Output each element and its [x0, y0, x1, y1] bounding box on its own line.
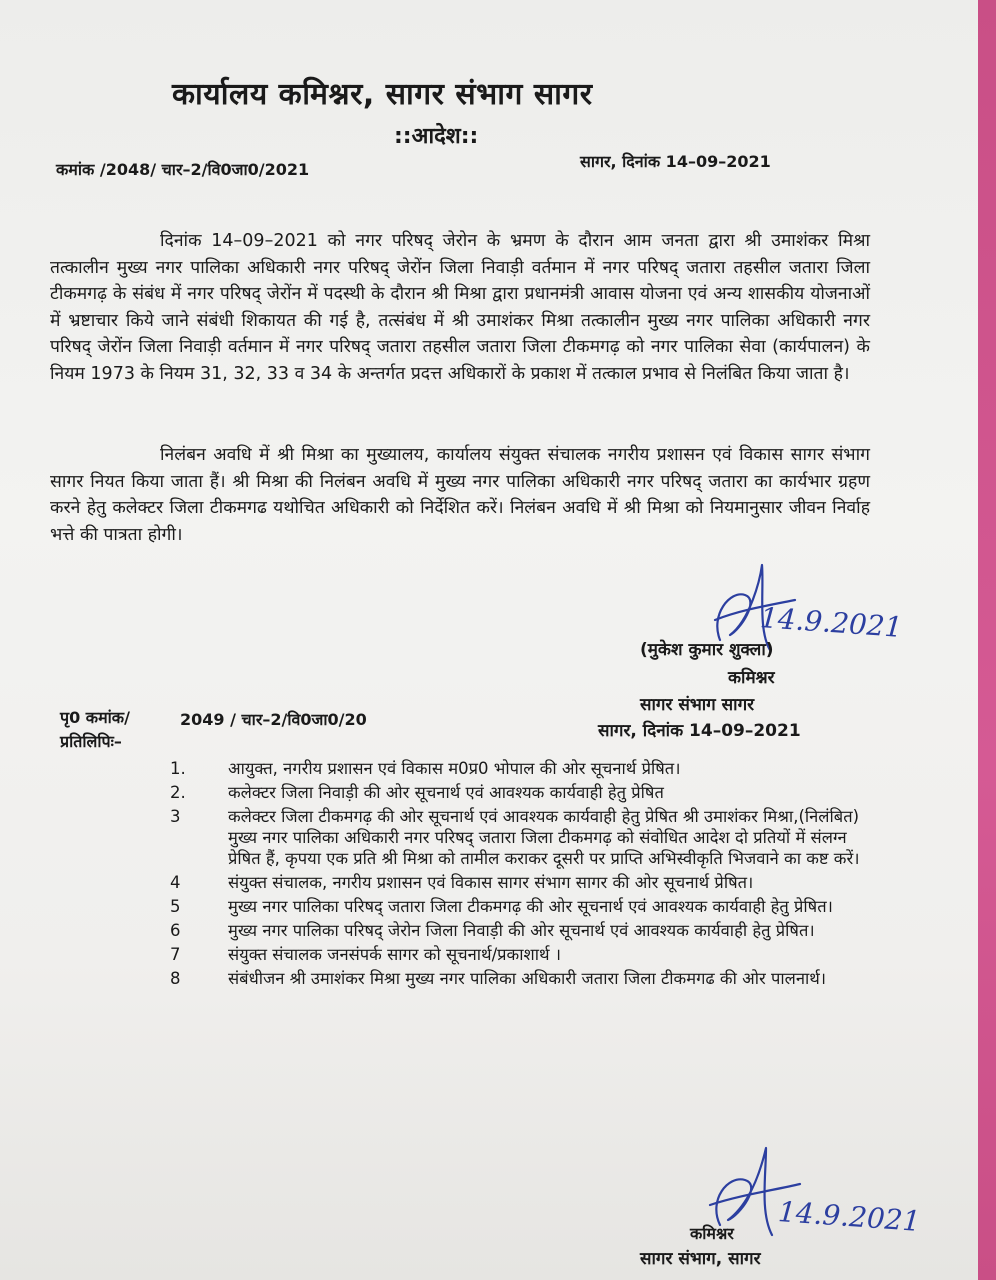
list-item: 7 संयुक्त संचालक जनसंपर्क सागर को सूचनार्थ/प्रकाशार्थ ।: [170, 945, 562, 964]
list-item: 4 संयुक्त संचालक, नगरीय प्रशासन एवं विकास सागर संभाग सागर की ओर सूचनार्थ प्रेषित।: [170, 873, 754, 892]
signatory-division: सागर संभाग सागर: [640, 695, 755, 715]
list-item: 3 कलेक्टर जिला टीकमगढ़ की ओर सूचनार्थ एवं आवश्यक कार्यवाही हेतु प्रेषित श्री उमाशंकर मिश्रा,(निलंबित) मुख्य नगर पालिका अधिकारी नगर परिषद् जतारा जिला टीकमगढ़ को संवोधित आदेश दो प्रतियों में संलग्न प्रेषित हैं, कृपया एक प्रति श्री मिश्रा को तामील कराकर दूसरी पर प्राप्ति अभिस्वीकृति भिजवाने का कष्ट करें।: [170, 807, 860, 868]
list-item: 2. कलेक्टर जिला निवाड़ी की ओर सूचनार्थ एवं आवश्यक कार्यवाही हेतु प्रेषित: [170, 783, 664, 802]
reference-number: कमांक /2048/ चार–2/वि0जा0/2021: [56, 160, 310, 179]
signature-handwritten-date: 14.9.2021: [759, 601, 904, 644]
bottom-division: सागर संभाग, सागर: [640, 1249, 761, 1269]
copy-label: प्रतिलिपिः–: [60, 732, 122, 751]
order-paragraph-2: निलंबन अवधि में श्री मिश्रा का मुख्यालय, कार्यालय संयुक्त संचालक नगरीय प्रशासन एवं विकास सागर संभाग सागर नियत किया जाता हैं। श्री मिश्रा की निलंबन अवधि में मुख्य नगर पालिका अधिकारी नगर परिषद् जतारा का कार्यभार ग्रहण करने हेतु कलेक्टर जिला टीकमगढ यथोचित अधिकारी को निर्देशित करें। निलंबन अवधि में श्री मिश्रा को नियमानुसार जीवन निर्वाह भत्ते की पात्रता होगी।: [50, 445, 870, 545]
signatory-name: (मुकेश कुमार शुक्ला): [640, 640, 774, 660]
copy-place-date: सागर, दिनांक 14–09–2021: [598, 721, 801, 741]
copy-list: [170, 758, 870, 992]
list-item: 8 संबंधीजन श्री उमाशंकर मिश्रा मुख्य नगर पालिका अधिकारी जतारा जिला टीकमगढ की ओर पालनार्थ।: [170, 969, 827, 988]
signatory-designation: कमिश्नर: [728, 668, 775, 688]
order-heading: ::आदेश::: [394, 124, 479, 149]
place-date: सागर, दिनांक 14–09–2021: [580, 152, 771, 171]
list-item: 1. आयुक्त, नगरीय प्रशासन एवं विकास म0प्र0 भोपाल की ओर सूचनार्थ प्रेषित।: [170, 759, 681, 778]
list-item: 5 मुख्य नगर पालिका परिषद् जतारा जिला टीकमगढ़ की ओर सूचनार्थ एवं आवश्यक कार्यवाही हेतु प्रेषित।: [170, 897, 833, 916]
list-item: 6 मुख्य नगर पालिका परिषद् जेरोन जिला निवाड़ी की ओर सूचनार्थ एवं आवश्यक कार्यवाही हेतु प्रेषित।: [170, 921, 815, 940]
copy-ref-label: पृ0 कमांक/: [60, 708, 130, 727]
office-title: कार्यालय कमिश्नर, सागर संभाग सागर: [172, 77, 593, 112]
copy-ref-number: 2049 / चार–2/वि0जा0/20: [180, 710, 367, 729]
bottom-designation: कमिश्नर: [690, 1224, 734, 1243]
order-paragraph-1: दिनांक 14–09–2021 को नगर परिषद् जेरोन के भ्रमण के दौरान आम जनता द्वारा श्री उमाशंकर मिश्रा तत्कालीन मुख्य नगर पालिका अधिकारी नगर परिषद् जेरोंन जिला निवाड़ी वर्तमान में नगर परिषद् जतारा तहसील जतारा जिला टीकमगढ़ के संबंध में नगर परिषद् जेरोंन में पदस्थी के दौरान श्री मिश्रा द्वारा प्रधानमंत्री आवास योजना एवं अन्य शासकीय योजनाओं में भ्रष्टाचार किये जाने संबंधी शिकायत की गई है, तत्संबंध में श्री उमाशंकर मिश्रा तत्कालीन मुख्य नगर पालिका अधिकारी नगर परिषद् जेरोंन जिला निवाड़ी वर्तमान में नगर परिषद् जतारा तहसील जतारा जिला टीकमगढ़ को नगर पालिका सेवा (कार्यपालन) के नियम 1973 के नियम 31, 32, 33 व 34 के अन्तर्गत प्रदत्त अधिकारों के प्रकाश में तत्काल प्रभाव से निलंबित किया जाता है।: [50, 231, 870, 384]
bottom-signature-handwritten-date: 14.9.2021: [777, 1195, 922, 1238]
